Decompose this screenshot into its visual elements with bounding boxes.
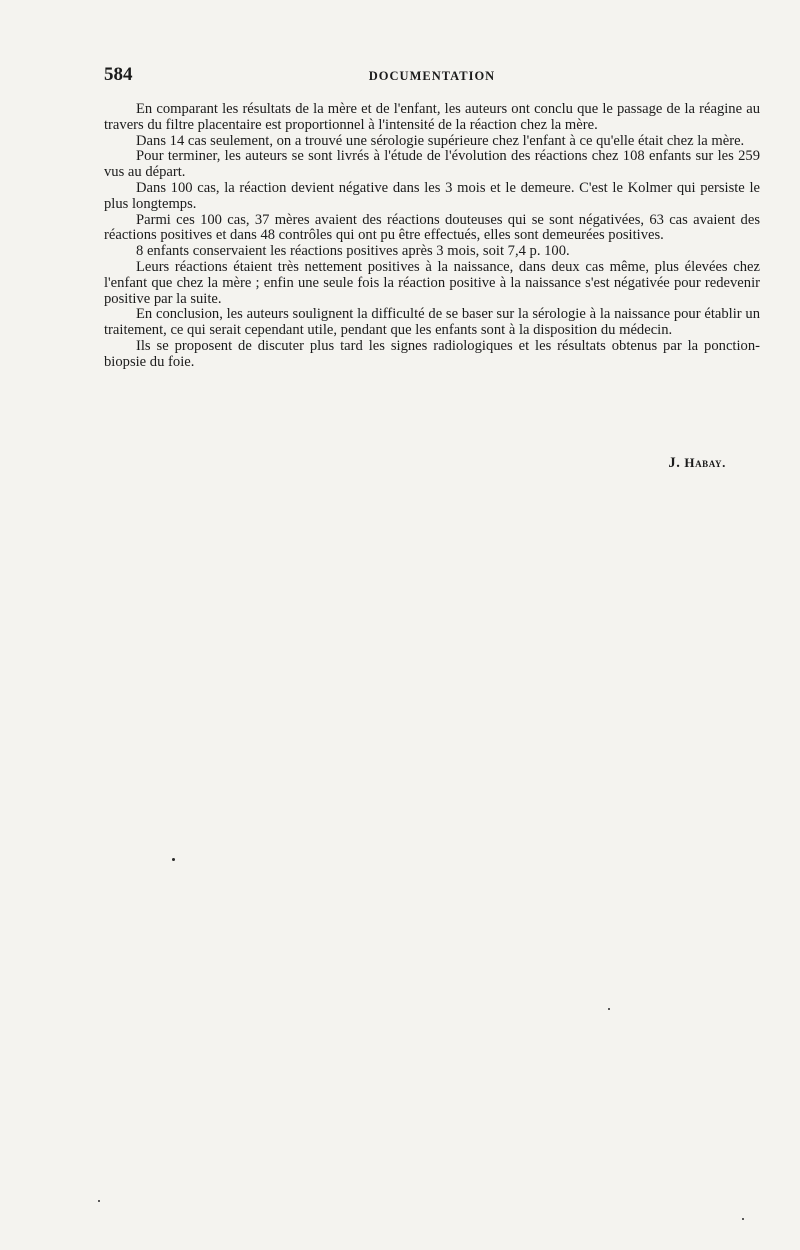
paragraph: Parmi ces 100 cas, 37 mères avaient des réactions douteuses qui se sont négativées, 63 cas avaient des réactions positives et dans 48 contrôles qui ont pu être effectués, elles sont demeurées positives. (104, 211, 760, 244)
page-header (104, 64, 760, 90)
scan-speck (742, 1218, 744, 1220)
scan-speck (98, 1200, 100, 1202)
paragraph: En conclusion, les auteurs soulignent la difficulté de se baser sur la sérologie à la naissance pour établir un traitement, ce qui serait cependant utile, pendant que les enfants sont à la disposition du médecin. (104, 306, 760, 339)
page-number: 584 (104, 64, 133, 85)
article-body (104, 102, 760, 371)
scan-speck (608, 1008, 610, 1010)
paragraph: Dans 100 cas, la réaction devient négative dans les 3 mois et le demeure. C'est le Kolmer qui persiste le plus longtemps. (104, 179, 760, 212)
paragraph: En comparant les résultats de la mère et de l'enfant, les auteurs ont conclu que le passage de la réagine au travers du filtre placentaire est proportionnel à l'intensité de la réaction chez la mère. (104, 101, 760, 133)
scan-speck (172, 858, 175, 861)
signature-surname: Habay. (684, 455, 726, 470)
author-signature (104, 455, 726, 472)
paragraph: Leurs réactions étaient très nettement positives à la naissance, dans deux cas même, plus élevées chez l'enfant que chez la mère ; enfin une seule fois la réaction positive à la naissance s'est négativée pour redevenir positive par la suite. (104, 258, 760, 307)
paragraph: Dans 14 cas seulement, on a trouvé une sérologie supérieure chez l'enfant à ce qu'elle était chez la mère. (136, 132, 745, 149)
running-head: DOCUMENTATION (368, 69, 496, 83)
paragraph: 8 enfants conservaient les réactions positives après 3 mois, soit 7,4 p. 100. (136, 243, 570, 260)
paragraph: Ils se proposent de discuter plus tard les signes radiologiques et les résultats obtenus par la ponction-biopsie du foie. (104, 337, 760, 370)
paragraph: Pour terminer, les auteurs se sont livrés à l'étude de l'évolution des réactions chez 108 enfants sur les 259 vus au départ. (104, 148, 760, 181)
signature-initial: J. (668, 455, 681, 471)
